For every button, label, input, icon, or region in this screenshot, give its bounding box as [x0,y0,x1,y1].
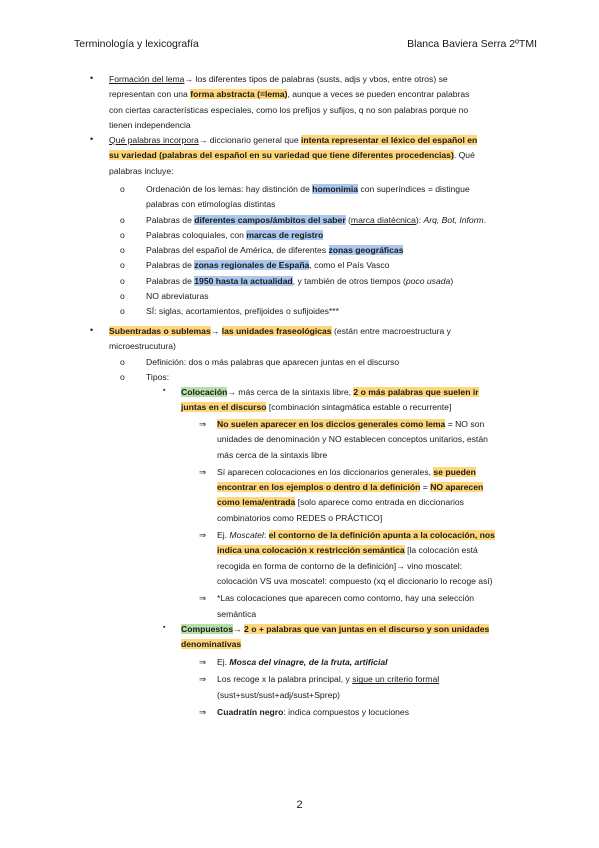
arrow-icon: ⇒ [199,706,207,717]
colocacion-points [199,417,531,622]
text: ( [345,214,351,225]
list-item-subentradas [109,324,529,355]
text: Palabras coloquiales, con [146,229,247,240]
sublist-item [120,289,540,304]
sublist-item [120,274,540,289]
highlight: juntas en el discurso [181,402,267,413]
sublist-palabras [120,182,540,320]
text: SÍ: siglas, acortamientos, prefijoides o sufijoides*** [146,306,339,317]
text: recogida en forma de contorno de la definición]→ vino moscatel: [217,560,463,571]
text: Arq, Bot, Inform [423,214,484,225]
highlight: 2 o + palabras que van juntas en el discurso y son unidades [244,624,490,634]
text: poco usada [405,275,451,286]
highlight: indica una colocación x restricción semántica [217,545,405,556]
bullet-circle: o [120,260,125,271]
text: con ciertas características especiales, como los prefijos y sufijos, q no son palabras porque no [109,104,469,115]
bullet-dot: • [90,73,94,83]
bullet-circle: o [120,275,125,286]
text: → [210,326,222,336]
highlight: el contorno de la definición apunta a la colocación, nos [268,530,495,541]
text: → más cerca de la sintaxis libre, [227,387,354,397]
sublist-item [120,355,540,370]
text: Cuadratín negro [217,706,284,717]
text: , y también de otros tiempos ( [292,275,406,286]
highlight: se pueden [433,466,476,477]
highlight: 2 o más palabras que suelen ir [353,387,479,397]
text: = NO son [445,419,485,429]
highlight: No suelen aparecer en los diccios generales como lema [217,419,446,429]
text: Definición: dos o más palabras que aparecen juntas en el discurso [146,357,400,367]
point-item [199,417,531,463]
text: [combinación sintagmática estable o recurrente] [266,402,452,413]
bullet-dot: • [90,134,94,144]
bullet-circle: o [120,306,125,317]
text: Palabras de [146,214,195,225]
highlight: intenta representar el léxico del español en [301,135,478,145]
bullet-dot: • [90,325,94,335]
point-item [199,705,531,720]
text: Mosca del vinagre, de la fruta, artificial [229,657,388,667]
text: Los recoge x la palabra principal, y [217,674,353,685]
arrow-icon: ⇒ [199,466,207,477]
header-author: Blanca Baviera Serra 2ºTMI [407,38,537,50]
bullet-circle: o [120,229,125,240]
text: Palabras de [146,275,195,286]
text: : [263,530,269,541]
text: [solo aparece como entrada en diccionarios [295,497,464,508]
term: Qué palabras incorpora [109,135,199,145]
point-item [199,655,531,670]
text: (están entre macroestructura y [331,326,451,336]
text: unidades de denominación y NO establecen conceptos unitarios, están [217,434,488,445]
point-item [199,672,531,703]
arrow-icon: ⇒ [199,530,207,541]
text: microestrucutura) [109,341,176,352]
arrow-icon: ⇒ [199,674,207,685]
text: Tipos: [146,372,170,383]
highlight: las unidades fraseológicas [221,326,332,336]
highlight: homonimia [312,184,359,194]
page-number: 2 [296,799,303,811]
tipo-colocacion [181,385,529,416]
text: sigue un criterio formal [352,674,440,685]
highlight: Subentradas o sublemas [109,326,211,336]
highlight: como lema/entrada [217,497,296,508]
text: [la colocación está [404,545,478,556]
text: Sí aparecen colocaciones en los diccionarios generales, [217,466,434,477]
bullet-circle: o [120,291,125,302]
highlight: zonas geográficas [328,245,404,256]
point-item [199,591,531,622]
text: Ordenación de los lemas: hay distinción de [146,184,313,194]
text: combinatorios como REDES o PRÁCTICO] [217,512,383,523]
sublist-item [120,228,540,243]
text: → [233,624,245,634]
text: NO abreviaturas [146,291,209,302]
text: . Qué [453,150,475,161]
highlight: Compuestos [181,624,234,634]
point-item [199,528,531,589]
bullet-circle: o [120,184,125,194]
text: Moscatel [229,530,264,541]
text: ) [450,275,454,286]
text: , como el País Vasco [309,260,390,271]
highlight: su variedad (palabras del español en su variedad que tiene diferentes procedencias) [109,150,454,161]
text: más cerca de la sintaxis libre [217,449,328,460]
arrow-icon: ⇒ [199,593,207,604]
highlight: zonas regionales de España [194,260,310,271]
text: semántica [217,608,257,619]
bullet-circle: o [120,357,125,367]
text: : indica compuestos y locuciones [283,706,410,717]
text: palabras con etimologías distintas [146,199,276,210]
bullet-circle: o [120,372,125,383]
sublist-item [120,182,540,213]
text: Palabras del español de América, de diferentes [146,245,329,256]
text: tienen independencia [109,119,191,130]
text: ): [415,214,424,225]
highlight: Colocación [181,387,228,397]
arrow-icon: ⇒ [199,657,207,667]
list-item-formacion-lema [109,72,527,133]
highlight: encontrar en los ejemplos o dentro d la definición [217,482,421,493]
highlight: 1950 hasta la actualidad [194,275,293,286]
text: Ej. [217,657,230,667]
text: *Las colocaciones que aparecen como contorno, hay una selección [217,593,475,604]
text: representan con una [109,89,191,100]
text: colocación VS uva moscatel: compuesto (xq el diccionario lo recoge así) [217,575,493,586]
text: . [483,214,487,225]
bullet-square: ▪ [163,387,166,394]
bullet-circle: o [120,214,125,225]
arrow-icon: ⇒ [199,419,207,429]
text: = [420,482,431,493]
text: marca diatécnica [350,214,416,225]
text: (sust+sust/sust+adj/sust+Sprep) [217,689,340,700]
header-subject: Terminología y lexicografía [74,38,199,50]
tipo-compuestos [181,622,529,653]
text: , aunque a veces se pueden encontrar palabras [287,89,470,100]
sublist-item [120,370,540,385]
bullet-square: ▪ [163,624,166,631]
point-item [199,465,531,526]
bullet-circle: o [120,245,125,256]
text: → los diferentes tipos de palabras (susts, adjs y vbos, entre otros) se [184,74,448,84]
highlight: NO aparecen [430,482,484,493]
sublist-item [120,243,540,258]
term: Formación del lema [109,74,185,84]
highlight: diferentes campos/ámbitos del saber [194,214,346,225]
highlight: forma abstracta (=lema) [190,89,288,100]
list-item-palabras-incorpora [109,133,529,179]
text: → diccionario general que [198,135,302,145]
sublist-item [120,213,540,228]
text: palabras incluye: [109,165,174,176]
text: Palabras de [146,260,195,271]
sublist-subentradas [120,355,540,386]
highlight: marcas de registro [246,229,324,240]
sublist-item [120,258,540,273]
compuestos-points [199,655,531,720]
text: Ej. [217,530,230,541]
highlight: denominativas [181,639,242,650]
sublist-item [120,304,540,319]
text: con superíndices = distingue [358,184,470,194]
